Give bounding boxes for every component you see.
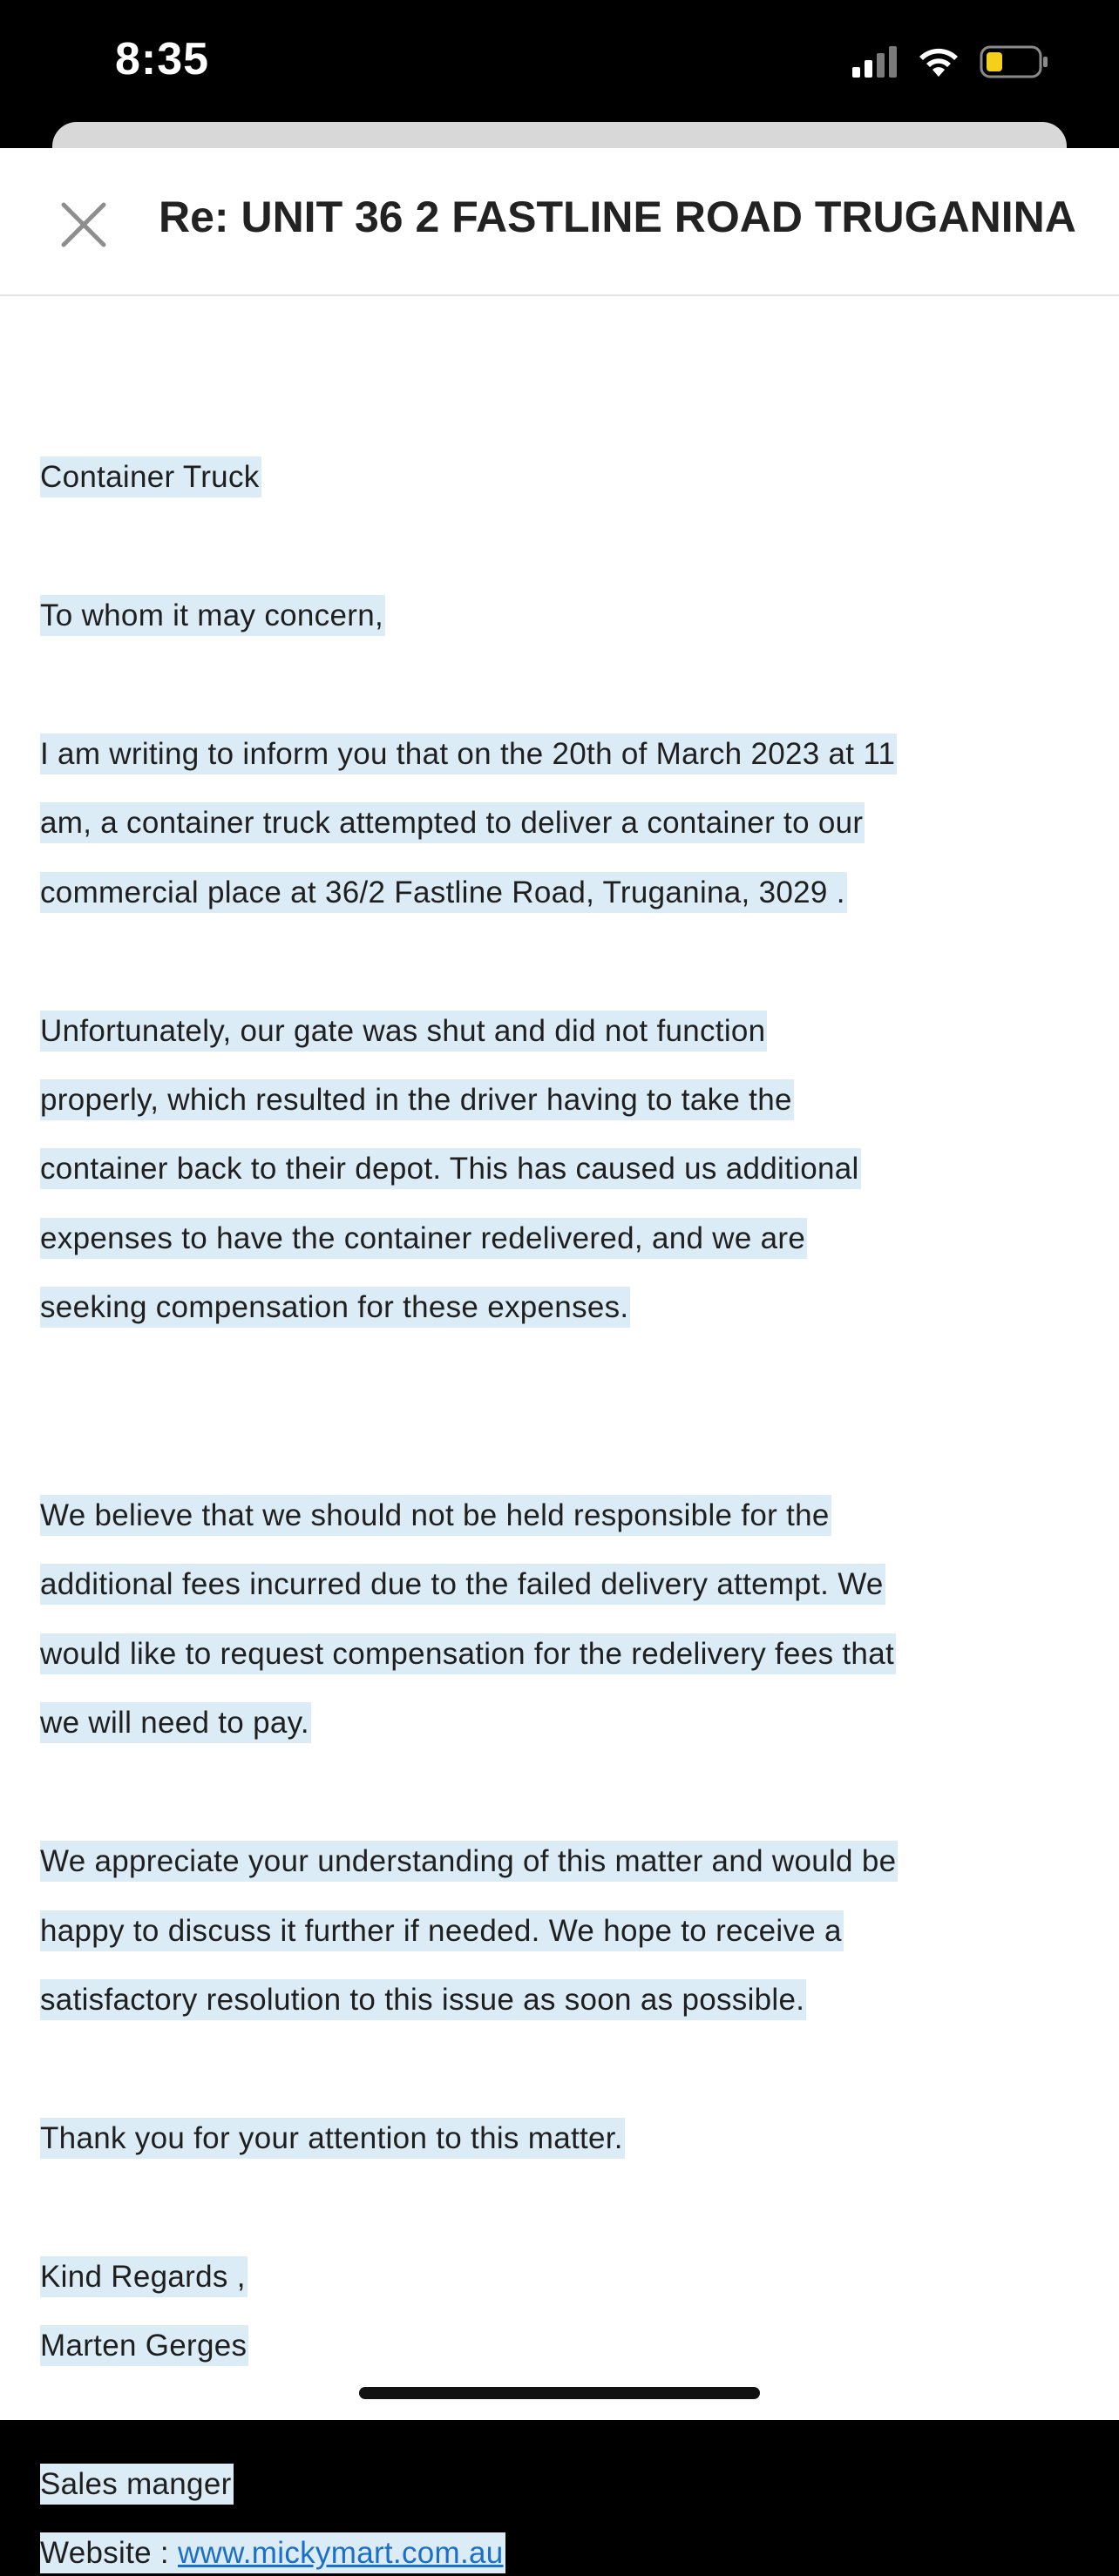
email-line: expenses to have the container redelivered, and we are	[40, 1216, 807, 1261]
email-line: To whom it may concern,	[40, 593, 385, 639]
email-line: Kind Regards ,	[40, 2255, 248, 2300]
email-sheet	[0, 148, 1119, 2570]
email-subject: Re: UNIT 36 2 FASTLINE ROAD TRUGANINA	[159, 193, 1076, 241]
email-line: properly, which resulted in the driver having to take the	[40, 1078, 794, 1123]
email-line: am, a container truck attempted to deliver a container to our	[40, 801, 865, 846]
email-line: Unfortunately, our gate was shut and did not function	[40, 1009, 767, 1054]
email-line: Sales manger	[40, 2462, 234, 2507]
email-line: we will need to pay.	[40, 1700, 311, 1746]
email-line: container back to their depot. This has caused us additional	[40, 1146, 861, 1192]
website-link[interactable]: www.mickymart.com.au	[177, 2536, 504, 2570]
battery-low-icon	[980, 44, 1049, 84]
email-line: Marten Gerges	[40, 2323, 248, 2369]
email-line: additional fees incurred due to the failed delivery attempt. We	[40, 1562, 885, 1607]
email-header	[0, 148, 1119, 296]
email-line: satisfactory resolution to this issue as soon as possible.	[40, 1978, 806, 2023]
status-icons	[852, 44, 1049, 84]
email-line: seeking compensation for these expenses.	[40, 1285, 630, 1330]
email-line: We believe that we should not be held responsible for the	[40, 1493, 831, 1538]
website-line	[40, 2531, 505, 2576]
email-line: Thank you for your attention to this matter.	[40, 2116, 625, 2161]
home-indicator[interactable]	[359, 2387, 760, 2399]
email-line: I am writing to inform you that on the 20th of March 2023 at 11	[40, 732, 897, 777]
email-line: Container Truck	[40, 455, 261, 500]
wifi-icon	[917, 45, 960, 83]
status-time: 8:35	[115, 34, 210, 85]
cellular-signal-icon	[852, 46, 898, 82]
close-button[interactable]	[52, 193, 115, 256]
close-icon	[60, 201, 107, 248]
website-label: Website :	[40, 2536, 178, 2570]
status-bar	[0, 0, 1119, 131]
email-line: commercial place at 36/2 Fastline Road, Truganina, 3029 .	[40, 870, 847, 916]
email-line: We appreciate your understanding of this matter and would be	[40, 1839, 898, 1884]
email-line: would like to request compensation for the redelivery fees that	[40, 1632, 896, 1677]
email-line: happy to discuss it further if needed. We hope to receive a	[40, 1909, 844, 1954]
